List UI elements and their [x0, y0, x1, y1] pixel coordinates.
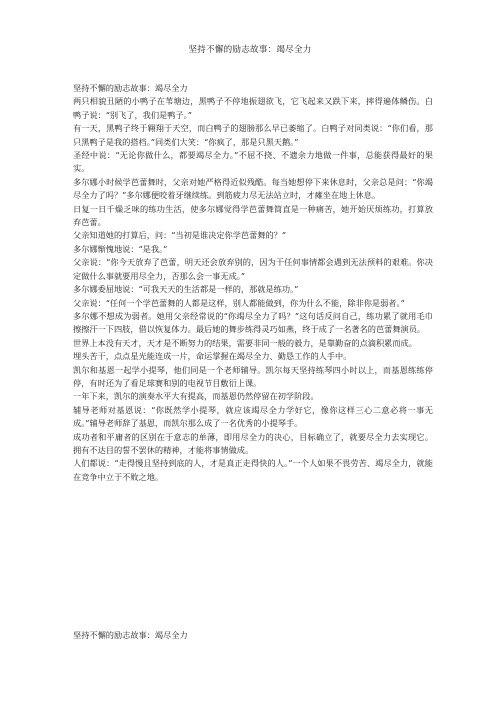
document-footer-heading: 坚持不懈的励志故事：竭尽全力 [73, 630, 188, 640]
paragraph: 埋头苦干，点点星光能连成一片，命运掌握在竭尽全力、勤恳工作的人手中。 [73, 351, 352, 362]
paragraph: 人们都说：“走得慢且坚持到底的人，才是真正走得快的人。”一个人如果不畏劳苦、竭尽全力，就能在竞争中立于不败之地。 [73, 458, 433, 482]
document-body [73, 82, 433, 484]
paragraph: 多尔娜小时候学芭蕾舞时，父亲对她严格得近似残酷。每当她想停下来休息时，父亲总是问：“你竭尽全力了吗？”多尔娜便咬着牙继续练。到筋疲力尽无法站立时，才瘫坐在地上休息。 [73, 176, 433, 201]
paragraph: 凯尔和基恩一起学小提琴，他们同是一个老师辅导。凯尔每天坚持练琴四小时以上，而基恩练练停停，有时还为了看足球赛和别的电视节目敷衍上课。 [73, 364, 433, 388]
document-subtitle: 坚持不懈的励志故事：竭尽全力 [73, 83, 188, 93]
paragraph: 一年下来，凯尔的演奏水平大有提高，而基恩仍然停留在初学阶段。 [73, 391, 319, 402]
paragraph: 多尔娜委屈地说：“可我天天的生活都是一样的，那就是练功。” [73, 284, 299, 295]
paragraph: 圣经中说：“无论你做什么，都要竭尽全力。”不屈不挠、不遗余力地做一件事，总能获得最好的果实。 [73, 150, 433, 174]
paragraph: 父亲说：“任何一个学芭蕾舞的人都是这样，别人都能做到，你为什么不能，除非你是弱者。” [73, 297, 405, 308]
paragraph: 有一天，黑鸭子终于翱翔于天空，而白鸭子的翅膀那么早已萎缩了。白鸭子对同类说：“你们看，那只黑鸭子是我的搭档。”同类们大笑：“你疯了，那是只黑天鹅。” [73, 123, 433, 147]
paragraph: 世界上本没有天才，天才是不断努力的结果，需要非同一般的毅力，是靠勤奋的点滴积累而成。 [73, 337, 417, 348]
paragraph: 多尔娜惭愧地说：“是我。” [73, 243, 168, 254]
paragraph: 成功者和平庸者的区别在于意志的单薄，即用尽全力的决心，目标确立了，就要尽全力去实现它。拥有不达目的誓不罢休的精神，才能将事情做成。 [73, 431, 433, 455]
paragraph: 多尔娜不想成为弱者。她用父亲经常说的“你竭尽全力了吗？”这句话反问自己，练功累了就用毛巾擦擦汗一下四肢，借以恢复体力。最后她的舞步练得灵巧如燕，终于成了一名著名的芭蕾舞演员。 [73, 310, 433, 335]
paragraph: 父亲知道她的打算后，问：“当初是谁决定你学芭蕾舞的？” [73, 230, 287, 241]
paragraph: 日复一日千燥乏味的练功生活，使多尔娜觉得学芭蕾舞简直是一种痛苦，她开始厌烦练功，打算放弃芭蕾。 [73, 203, 433, 228]
paragraph: 辅导老师对基恩说：“你既然学小提琴，就应该竭尽全力学好它，像你这样三心二意必将一事无成。”辅导老师辞了基恩，而凯尔那么成了一名优秀的小提琴手。 [73, 404, 433, 429]
paragraph: 父亲说：“你今天放弃了芭蕾，明天还会放弃别的，因为干任何事情都会遇到无法预料的艰难。你决定做什么事就要用尽全力，否那么会一事无成。” [73, 257, 433, 281]
document-title: 坚持不懈的励志故事：竭尽全力 [188, 45, 312, 55]
paragraph: 两只相貌丑陋的小鸭子在苇塘边，黑鸭子不停地振翅欲飞，它飞起来又跌下来，摔得遍体鳞伤。白鸭子说：“别飞了，我们是鸭子。” [73, 96, 433, 120]
